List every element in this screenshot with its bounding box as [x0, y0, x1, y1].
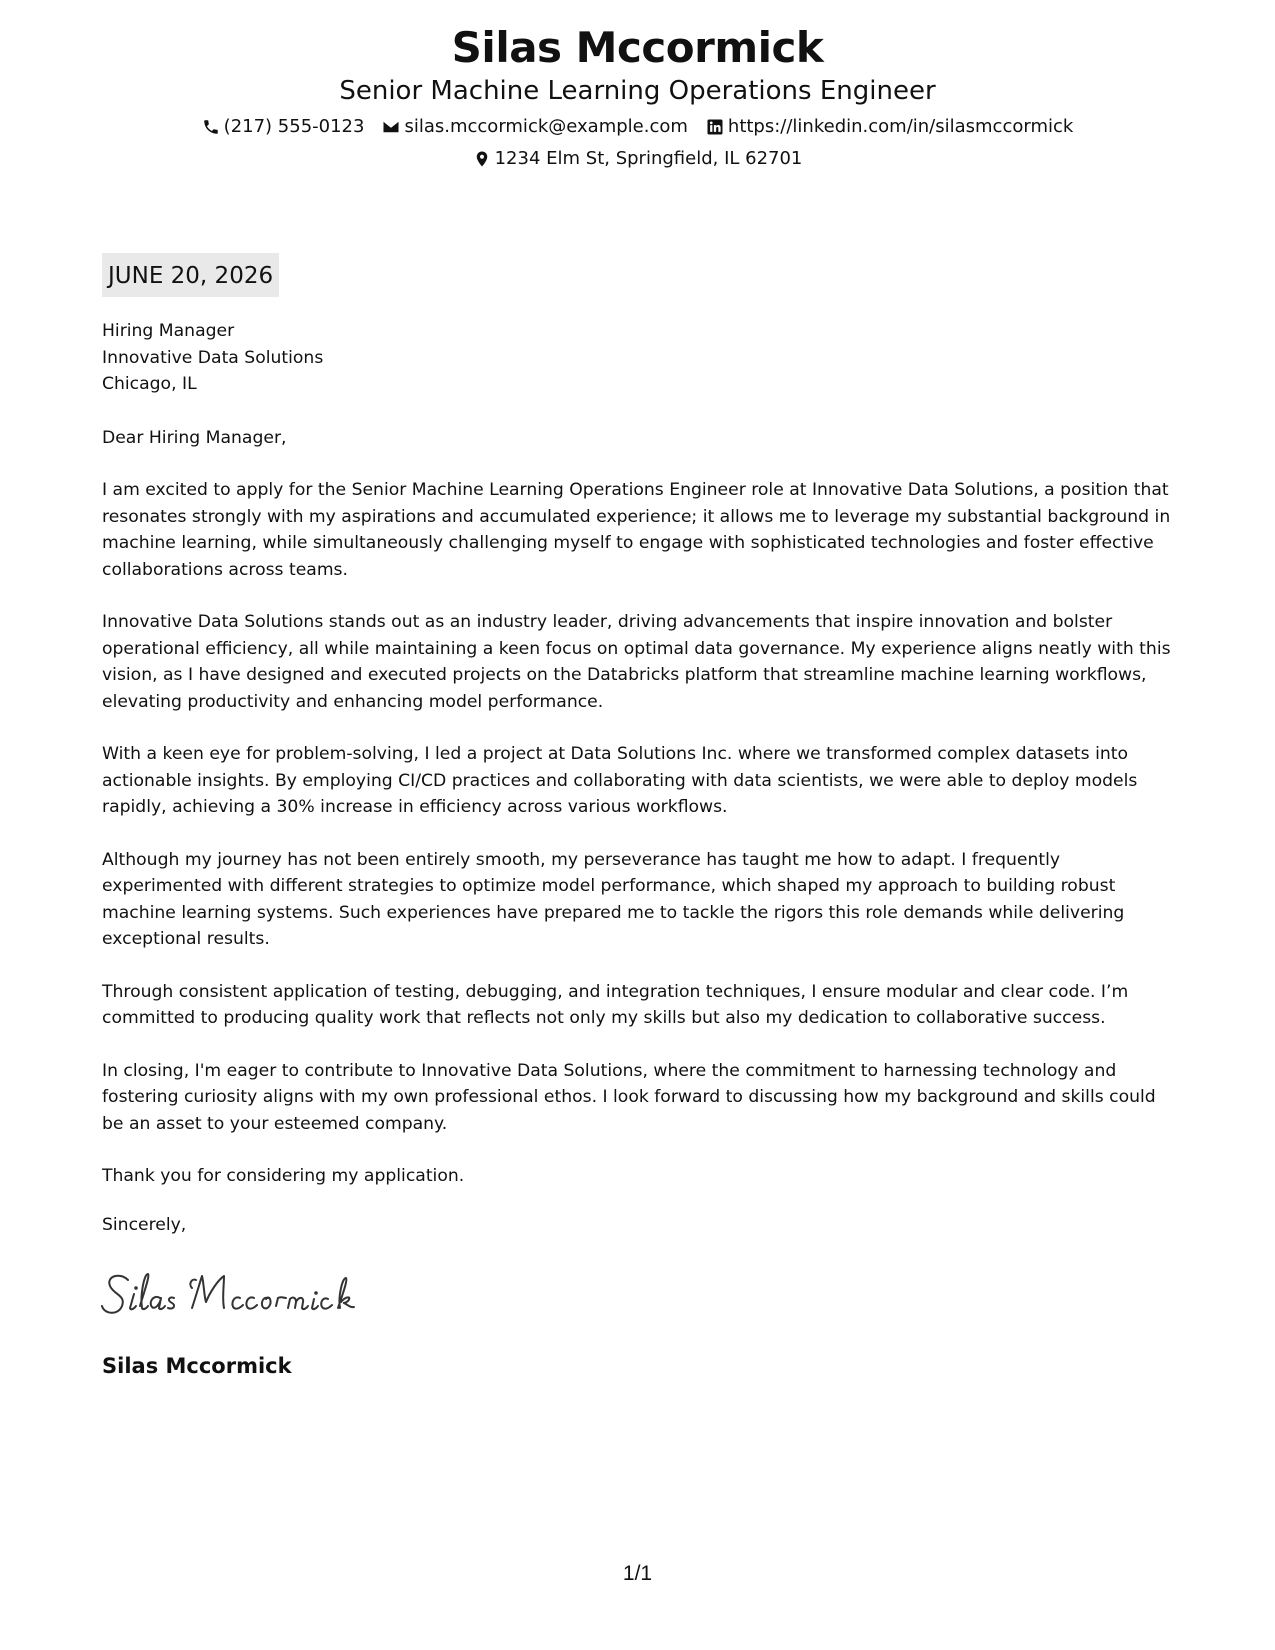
- linkedin-icon: [706, 118, 724, 136]
- contact-phone[interactable]: [202, 114, 365, 140]
- signoff: Sincerely,: [102, 1215, 187, 1235]
- handwritten-signature: [100, 1262, 370, 1322]
- body-paragraph: Through consistent application of testing, debugging, and integration techniques, I ensure modular and clear code. I’m committed to producing quality work that reflects not only my skills but also my dedication to collaborative success.: [102, 981, 1129, 1028]
- body-paragraph: With a keen eye for problem-solving, I led a project at Data Solutions Inc. where we transformed complex datasets into actionable insights. By employing CI/CD practices and collaborating with data scientists, we were able to deploy models rapidly, achieving a 30% increase in efficiency across various workflows.: [102, 744, 1138, 817]
- applicant-job-title: Senior Machine Learning Operations Engineer: [339, 76, 936, 106]
- recipient-line: Chicago, IL: [102, 374, 197, 394]
- recipient-line: Innovative Data Solutions: [102, 347, 324, 368]
- body-paragraph: Innovative Data Solutions stands out as an industry leader, driving advancements that inspire innovation and bolster operational efficiency, all while maintaining a keen focus on optimal data governance. My experience aligns neatly with this vision, as I have designed and executed projects on the Databricks platform that streamline machine learning workflows, elevating productivity and enhancing model performance.: [102, 612, 1171, 712]
- address-text: 1234 Elm St, Springfield, IL 62701: [494, 148, 803, 169]
- contact-row-primary: [0, 114, 1275, 140]
- body-paragraph: Although my journey has not been entirely smooth, my perseverance has taught me how to adapt. I frequently experimented with different strategies to optimize model performance, which shaped my approach to building robust machine learning systems. Such experiences have prepared me to tackle the rigors this role demands while delivering exceptional results.: [102, 849, 1125, 949]
- phone-text: (217) 555-0123: [223, 116, 365, 137]
- page-number: 1/1: [622, 1562, 653, 1585]
- contact-email[interactable]: [382, 114, 687, 140]
- body-paragraph: I am excited to apply for the Senior Machine Learning Operations Engineer role at Innovative Data Solutions, a position that resonates strongly with my aspirations and accumulated experience; it allows me to leverage my substantial background in machine learning, while simultaneously challenging myself to engage with sophisticated technologies and foster effective collaborations across teams.: [102, 480, 1171, 580]
- letter-date: JUNE 20, 2026: [102, 253, 279, 297]
- recipient-line: Hiring Manager: [102, 321, 235, 341]
- letter-body: [102, 318, 1172, 1190]
- linkedin-text: https://linkedin.com/in/silasmccormick: [727, 116, 1074, 137]
- salutation: Dear Hiring Manager,: [102, 427, 287, 448]
- contact-address: [473, 146, 803, 172]
- body-paragraph: In closing, I'm eager to contribute to Innovative Data Solutions, where the commitment to harnessing technology and fostering curiosity aligns with my own professional ethos. I look forward to discussing how my background and skills could be an asset to your esteemed company.: [102, 1060, 1156, 1134]
- recipient-block: [102, 318, 1172, 398]
- map-pin-icon: [473, 150, 491, 168]
- letter-header: [0, 22, 1275, 172]
- contact-linkedin[interactable]: [706, 114, 1073, 140]
- signer-name: Silas Mccormick: [102, 1354, 292, 1378]
- email-text: silas.mccormick@example.com: [404, 116, 688, 137]
- envelope-icon: [382, 118, 400, 136]
- applicant-name: Silas Mccormick: [451, 23, 824, 72]
- closing-line: Thank you for considering my application.: [102, 1166, 465, 1186]
- phone-icon: [202, 118, 220, 136]
- contact-row-secondary: [0, 146, 1275, 172]
